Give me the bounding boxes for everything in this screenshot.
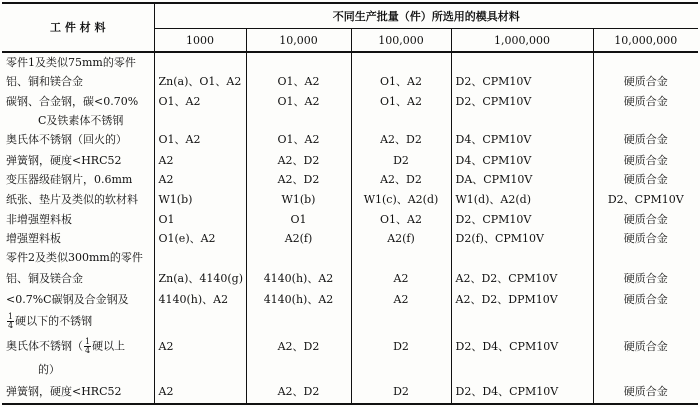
value-cell: W1(b) bbox=[154, 190, 246, 210]
table-row bbox=[2, 359, 698, 380]
value-cell: 4140(h)、A2 bbox=[246, 289, 351, 310]
material-cell: 零件2及类似300mm的零件 bbox=[6, 251, 143, 265]
value-cell: A2、D2 bbox=[246, 334, 351, 360]
value-cell: A2(f) bbox=[351, 229, 451, 248]
value-cell bbox=[593, 111, 698, 130]
value-cell: D2 bbox=[351, 381, 451, 404]
value-cell bbox=[593, 248, 698, 267]
table-row bbox=[2, 267, 698, 288]
value-cell: 硬质合金 bbox=[593, 334, 698, 360]
material-cell: 奥氏体不锈钢（ $\frac{1}{4}$ 硬以上 bbox=[6, 336, 126, 355]
material-cell: 弹簧钢，硬度<HRC52 bbox=[2, 381, 154, 404]
value-cell: A2 bbox=[154, 334, 246, 360]
value-cell: W1(c)、A2(d) bbox=[351, 190, 451, 210]
value-cell: 硬质合金 bbox=[593, 91, 698, 110]
table-row bbox=[2, 111, 698, 130]
value-cell: D2、CPM10V bbox=[451, 71, 593, 91]
value-cell: O1、A2 bbox=[154, 130, 246, 150]
value-cell: O1(e)、A2 bbox=[154, 229, 246, 248]
material-cell: 增强塑料板 bbox=[6, 232, 61, 246]
value-cell: 硬质合金 bbox=[593, 71, 698, 91]
die-material-table bbox=[2, 2, 698, 405]
value-cell bbox=[593, 52, 698, 71]
material-cell: 铝、铜和镁合金 bbox=[6, 74, 83, 88]
value-cell bbox=[246, 248, 351, 267]
material-cell: 铝、铜及镁合金 bbox=[6, 271, 83, 285]
value-cell: O1、A2 bbox=[351, 210, 451, 229]
value-cell bbox=[351, 248, 451, 267]
material-cell: 奥氏体不锈钢（回火的） bbox=[6, 133, 127, 147]
material-cell: 纸张、垫片及类似的软材料 bbox=[6, 193, 138, 207]
value-cell: 硬质合金 bbox=[593, 150, 698, 170]
material-cell: 零件1及类似75mm的零件 bbox=[6, 55, 136, 69]
value-cell: O1、A2 bbox=[351, 71, 451, 91]
value-cell bbox=[351, 52, 451, 71]
value-cell: DA、CPM10V bbox=[451, 170, 593, 189]
table-row bbox=[2, 381, 698, 404]
material-cell: $\frac{1}{4}$ 硬以下的不锈钢 bbox=[8, 312, 93, 331]
value-cell: A2 bbox=[154, 150, 246, 170]
value-cell: Zn(a)、O1、A2 bbox=[154, 71, 246, 91]
value-cell: Zn(a)、4140(g) bbox=[154, 267, 246, 288]
value-cell: 硬质合金 bbox=[593, 289, 698, 310]
value-cell: D4、CPM10V bbox=[451, 130, 593, 150]
table-row bbox=[2, 229, 698, 248]
value-cell: A2 bbox=[154, 170, 246, 189]
table-row bbox=[2, 289, 698, 310]
value-cell: W1(b) bbox=[246, 190, 351, 210]
value-cell: A2、D2 bbox=[246, 381, 351, 404]
value-cell bbox=[451, 52, 593, 71]
material-cell: 变压器级硅钢片，0.6mm bbox=[6, 173, 133, 187]
table-row bbox=[2, 248, 698, 267]
material-cell: 弹簧钢，硬度<HRC52 bbox=[6, 153, 122, 167]
qty-header-10000: 10,000 bbox=[246, 29, 351, 52]
value-cell: D2、D4、CPM10V bbox=[451, 381, 593, 404]
value-cell: 硬质合金 bbox=[593, 170, 698, 189]
table-row bbox=[2, 210, 698, 229]
fraction: $\frac{1}{4}$ bbox=[85, 336, 91, 355]
value-cell: 4140(h)、A2 bbox=[246, 267, 351, 288]
qty-header-1000: 1000 bbox=[154, 29, 246, 52]
value-cell: A2、D2 bbox=[246, 170, 351, 189]
table-row bbox=[2, 170, 698, 189]
value-cell: D2 bbox=[351, 150, 451, 170]
value-cell: O1、A2 bbox=[154, 91, 246, 110]
table-row bbox=[2, 190, 698, 210]
value-cell: A2 bbox=[154, 381, 246, 404]
qty-header-100000: 100,000 bbox=[351, 29, 451, 52]
value-cell: O1、A2 bbox=[351, 91, 451, 110]
value-cell: W1(d)、A2(d) bbox=[451, 190, 593, 210]
material-cell: 碳钢、合金钢，碳<0.70% bbox=[6, 94, 139, 108]
value-cell: A2、D2、DPM10V bbox=[451, 289, 593, 310]
table-row bbox=[2, 150, 698, 170]
value-cell: 硬质合金 bbox=[593, 381, 698, 404]
value-cell: D2、CPM10V bbox=[451, 91, 593, 110]
value-cell bbox=[154, 111, 246, 130]
fraction: $\frac{1}{4}$ bbox=[8, 312, 14, 331]
table-row bbox=[2, 71, 698, 91]
value-cell bbox=[246, 52, 351, 71]
value-cell: A2、D2、CPM10V bbox=[451, 267, 593, 288]
qty-header-10000000: 10,000,000 bbox=[593, 29, 698, 52]
qty-header-1000000: 1,000,000 bbox=[451, 29, 593, 52]
material-cell: C及铁素体不锈钢 bbox=[38, 113, 124, 127]
material-cell: 非增强塑料板 bbox=[6, 212, 72, 226]
value-cell: A2 bbox=[351, 267, 451, 288]
value-cell: D2、CPM10V bbox=[593, 190, 698, 210]
table-row bbox=[2, 334, 698, 360]
value-cell: O1 bbox=[246, 210, 351, 229]
material-column-header: 工 件 材 料 bbox=[2, 3, 154, 52]
value-cell: A2 bbox=[351, 289, 451, 310]
value-cell: A2、D2 bbox=[246, 150, 351, 170]
material-cell: 的） bbox=[38, 363, 60, 377]
value-cell: 硬质合金 bbox=[593, 229, 698, 248]
value-cell bbox=[451, 248, 593, 267]
value-cell: 4140(h)、A2 bbox=[154, 289, 246, 310]
value-cell bbox=[154, 248, 246, 267]
value-cell: A2(f) bbox=[246, 229, 351, 248]
batch-group-header: 不同生产批量（件）所选用的模具材料 bbox=[154, 3, 698, 29]
value-cell: A2、D2 bbox=[351, 170, 451, 189]
value-cell: O1、A2 bbox=[246, 71, 351, 91]
value-cell bbox=[154, 52, 246, 71]
table-row bbox=[2, 310, 698, 333]
value-cell: 硬质合金 bbox=[593, 210, 698, 229]
value-cell bbox=[351, 111, 451, 130]
material-cell: <0.7%C碳钢及合金钢及 bbox=[6, 292, 129, 306]
value-cell bbox=[246, 111, 351, 130]
table-row bbox=[2, 52, 698, 71]
value-cell: D2(f)、CPM10V bbox=[451, 229, 593, 248]
value-cell: 硬质合金 bbox=[593, 267, 698, 288]
table-row bbox=[2, 91, 698, 110]
value-cell: D2 bbox=[351, 334, 451, 360]
value-cell: O1、A2 bbox=[246, 130, 351, 150]
value-cell: D2、CPM10V bbox=[451, 210, 593, 229]
value-cell: D4、CPM10V bbox=[451, 150, 593, 170]
table-row bbox=[2, 130, 698, 150]
value-cell: 硬质合金 bbox=[593, 130, 698, 150]
value-cell: O1、A2 bbox=[246, 91, 351, 110]
value-cell bbox=[451, 111, 593, 130]
value-cell: O1 bbox=[154, 210, 246, 229]
value-cell: D2、D4、CPM10V bbox=[451, 334, 593, 360]
value-cell: A2、D2 bbox=[351, 130, 451, 150]
